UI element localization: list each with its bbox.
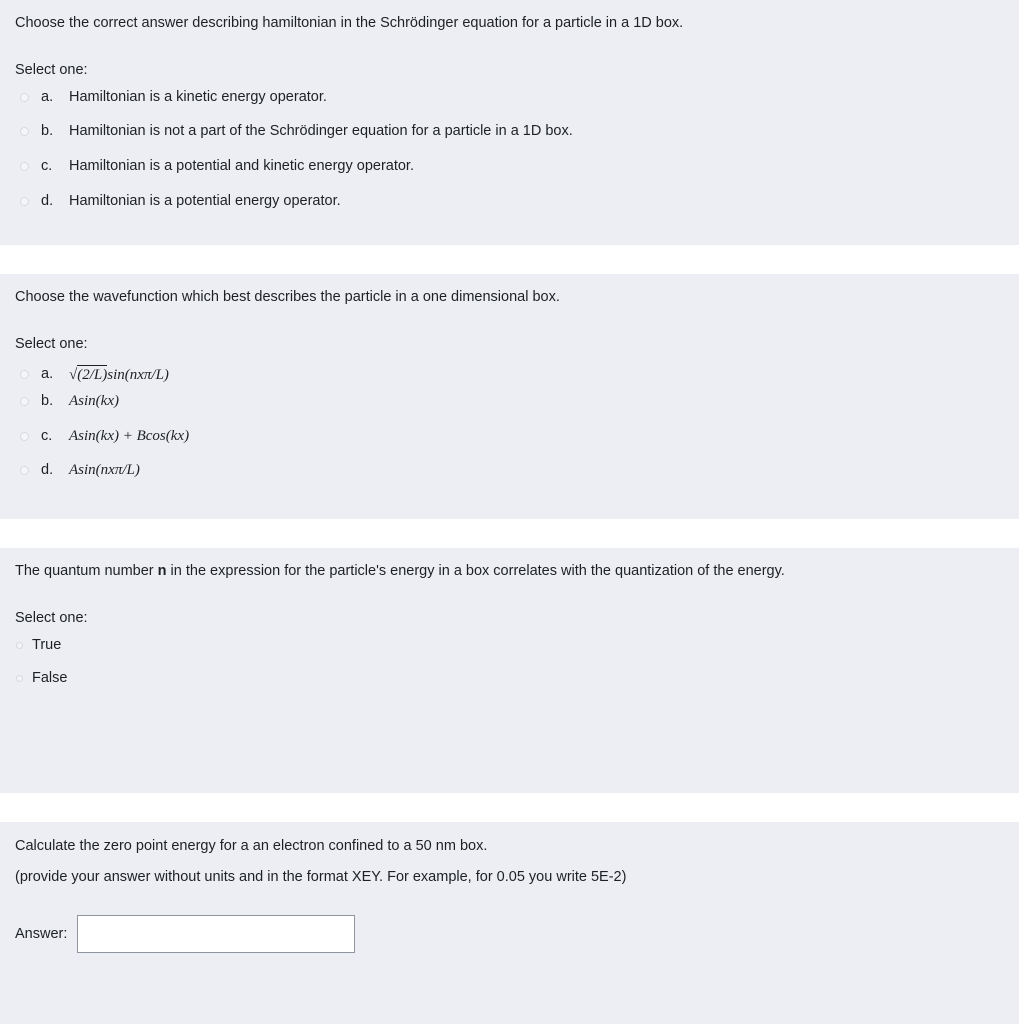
question-3-text-before: The quantum number bbox=[15, 563, 158, 579]
question-2-panel bbox=[0, 274, 1019, 519]
option-text: Hamiltonian is a potential and kinetic energy operator. bbox=[69, 158, 414, 174]
question-1-option-d[interactable] bbox=[20, 190, 341, 212]
question-3-option-false[interactable] bbox=[16, 667, 67, 689]
radio-button[interactable] bbox=[20, 162, 29, 171]
radio-button[interactable] bbox=[20, 197, 29, 206]
sqrt-radicand: (2/L) bbox=[77, 366, 108, 383]
question-2-option-b[interactable] bbox=[20, 390, 119, 412]
option-math bbox=[69, 365, 169, 384]
question-2-option-c[interactable] bbox=[20, 425, 189, 447]
radio-button[interactable] bbox=[20, 370, 29, 379]
option-text: False bbox=[32, 670, 68, 686]
option-text: Hamiltonian is not a part of the Schrödinger equation for a particle in a 1D box. bbox=[69, 123, 573, 139]
radio-button[interactable] bbox=[20, 397, 29, 406]
question-2-option-d[interactable] bbox=[20, 459, 140, 481]
option-math: Asin(nxπ/L) bbox=[69, 461, 140, 478]
radio-button[interactable] bbox=[16, 675, 23, 682]
question-2-select-label: Select one: bbox=[15, 336, 88, 352]
question-1-text: Choose the correct answer describing hamiltonian in the Schrödinger equation for a particle in a 1D box. bbox=[15, 15, 684, 31]
question-1-option-b[interactable] bbox=[20, 120, 573, 142]
option-letter: a. bbox=[41, 89, 54, 105]
radio-button[interactable] bbox=[20, 127, 29, 136]
answer-input[interactable] bbox=[77, 915, 355, 953]
sqrt-symbol: √ bbox=[69, 366, 78, 383]
option-math: Asin(kx) bbox=[69, 392, 119, 409]
question-3-text-after: in the expression for the particle's energy in a box correlates with the quantization of the energy. bbox=[166, 563, 785, 579]
option-letter: c. bbox=[41, 158, 53, 174]
option-letter: c. bbox=[41, 428, 53, 444]
answer-label: Answer: bbox=[15, 926, 68, 942]
option-letter: d. bbox=[41, 193, 54, 209]
question-4-panel bbox=[0, 822, 1019, 1024]
question-1-option-a[interactable] bbox=[20, 86, 327, 108]
question-3-option-true[interactable] bbox=[16, 634, 61, 656]
option-math: Asin(kx) + Bcos(kx) bbox=[69, 427, 190, 444]
question-3-select-label: Select one: bbox=[15, 610, 88, 626]
question-1-select-label: Select one: bbox=[15, 62, 88, 78]
option-letter: b. bbox=[41, 123, 54, 139]
radio-button[interactable] bbox=[20, 466, 29, 475]
radio-button[interactable] bbox=[20, 432, 29, 441]
radio-button[interactable] bbox=[20, 93, 29, 102]
option-text: Hamiltonian is a kinetic energy operator. bbox=[69, 89, 327, 105]
option-text: True bbox=[32, 637, 62, 653]
option-text: Hamiltonian is a potential energy operator. bbox=[69, 193, 341, 209]
option-letter: b. bbox=[41, 393, 54, 409]
option-text: sin(nxπ/L) bbox=[107, 366, 169, 383]
question-4-instruction: (provide your answer without units and in the format XEY. For example, for 0.05 you write 5E-2) bbox=[15, 869, 627, 885]
question-2-option-a[interactable] bbox=[20, 363, 169, 385]
question-1-panel bbox=[0, 0, 1019, 245]
option-letter: d. bbox=[41, 462, 54, 478]
question-1-option-c[interactable] bbox=[20, 155, 414, 177]
radio-button[interactable] bbox=[16, 642, 23, 649]
question-3-text bbox=[15, 561, 785, 581]
question-2-text: Choose the wavefunction which best describes the particle in a one dimensional box. bbox=[15, 289, 560, 305]
question-4-text: Calculate the zero point energy for a an electron confined to a 50 nm box. bbox=[15, 838, 488, 854]
question-3-panel bbox=[0, 548, 1019, 793]
option-letter: a. bbox=[41, 366, 54, 382]
question-3-text-bold: n bbox=[157, 563, 167, 579]
